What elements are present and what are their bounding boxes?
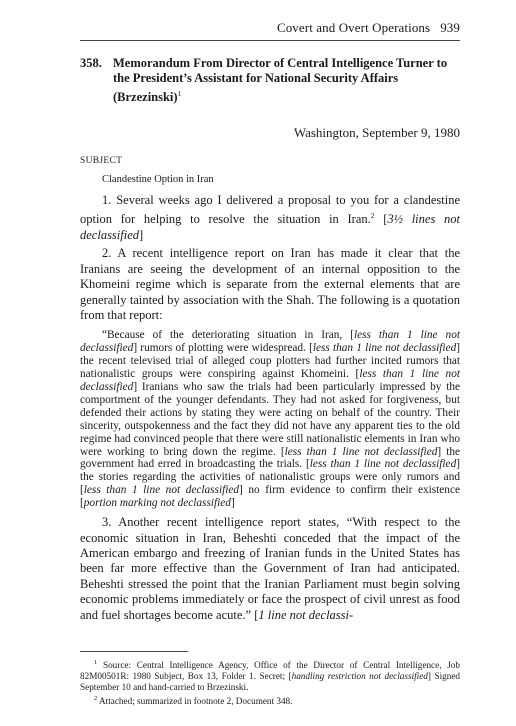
redaction-note: less than 1 line not declassified xyxy=(80,329,460,355)
document-title xyxy=(113,56,460,105)
paragraph-1-footnote-marker: 2 xyxy=(370,211,375,221)
running-head xyxy=(277,20,460,36)
title-footnote-marker: 1 xyxy=(177,89,182,98)
footnotes xyxy=(80,657,460,707)
quote-text: ] the stories regarding the activities of nationalistic groups were only rumors and [ xyxy=(80,458,460,497)
quote-text: ] rumors of plotting were widespread. [ xyxy=(133,342,313,355)
paragraph-3 xyxy=(80,515,460,623)
footnote-2-marker: 2 xyxy=(94,695,98,703)
redaction-note: less than 1 line not declassified xyxy=(80,368,460,394)
quote-text: ] no firm evidence to confirm their existence [ xyxy=(80,484,460,510)
document-number: 358. xyxy=(80,56,102,70)
block-quotation xyxy=(80,329,460,510)
footnote-rule xyxy=(80,651,188,652)
footnote-1 xyxy=(80,657,460,693)
quote-text: “Because of the deteriorating situation in Iran, [ xyxy=(102,329,354,342)
redaction-note: less than 1 line not declassified xyxy=(83,484,240,497)
footnote-1-marker: 1 xyxy=(94,659,98,666)
redaction-note: less than 1 line not declassified xyxy=(312,342,457,355)
redaction-note: less than 1 line not declassified xyxy=(284,445,438,458)
quote-text: ] xyxy=(230,497,235,510)
paragraph-1-text: 1. Several weeks ago I delivered a proposal to you for a clandestine option for helping to resolve the situation in Iran. xyxy=(80,193,460,227)
redaction-note: portion marking not declassified xyxy=(83,497,231,510)
subject-text: Clandestine Option in Iran xyxy=(102,174,214,185)
dateline: Washington, September 9, 1980 xyxy=(293,125,460,140)
document-title-text: Memorandum From Director of Central Intelligence Turner to the President’s Assistant for National Security Affairs (Brzezinski) xyxy=(113,56,448,105)
redaction-note: 1 line not declassi- xyxy=(258,607,354,622)
bracket-close: ] xyxy=(139,227,144,242)
footnote-2-text: Attached; summarized in footnote 2, Document 348. xyxy=(97,696,293,707)
memo-body xyxy=(80,193,460,626)
footnote-1-text: Source: Central Intelligence Agency, Office of the Director of Central Intelligence, Job 82M00501R: 1980 Subject, Box 13, Folder 1. Secret; [ xyxy=(80,660,460,682)
paragraph-3-text: 3. Another recent intelligence report states, “With respect to the economic situation in Iran, Beheshti conceded that the impact of the American embargo and freezing of Iranian funds in the United States has been far more effective than the Government of Iran had anticipated. Beheshti stressed the point that the Iranian Parliament must begin solving economic problems immediately or face the prospect of civil unrest as food and fuel shortages become acute.” [ xyxy=(80,515,460,622)
footnote-1-tail: ] Signed September 10 and hand-carried to Brzezinski. xyxy=(80,671,460,693)
quote-text: ] the recent televised trial of alleged coup plotters had further incited rumors that nationalistic groups were conspiring against Khomeini. [ xyxy=(80,342,460,381)
paragraph-2: 2. A recent intelligence report on Iran has made it clear that the Iranians are seeing the development of an internal opposition to the Khomeini regime which is separate from the external elements that are generally tainted by association with the Shah. The following is a quotation from that report: xyxy=(80,246,460,322)
redaction-note: 3½ lines not declassified xyxy=(80,212,460,242)
paragraph-1 xyxy=(80,193,460,243)
bracket-open: [ xyxy=(374,212,388,227)
document-heading xyxy=(80,56,460,105)
quote-text: ] the government had erred in broadcasting the trials. [ xyxy=(80,445,461,471)
running-head-title: Covert and Overt Operations xyxy=(276,20,431,35)
footnote-2 xyxy=(80,693,460,707)
quote-text: ] Iranians who saw the trials had been particularly impressed by the comportment of the younger defendants. They had not asked for forgiveness, but defended their actions by stating they were acting on behalf of the country. Their sincerity, outspokenness and the fact they did not have any apparent ties to the old regime had convinced people that there were still nationalistic elements in Iran who were working to bring down the regime. [ xyxy=(80,381,460,458)
subject-label: SUBJECT xyxy=(80,156,123,166)
redaction-note: less than 1 line not declassified xyxy=(309,458,457,471)
redaction-note: handling restriction not declassified xyxy=(291,671,428,682)
page-number: 939 xyxy=(440,20,460,35)
header-rule xyxy=(80,40,460,41)
